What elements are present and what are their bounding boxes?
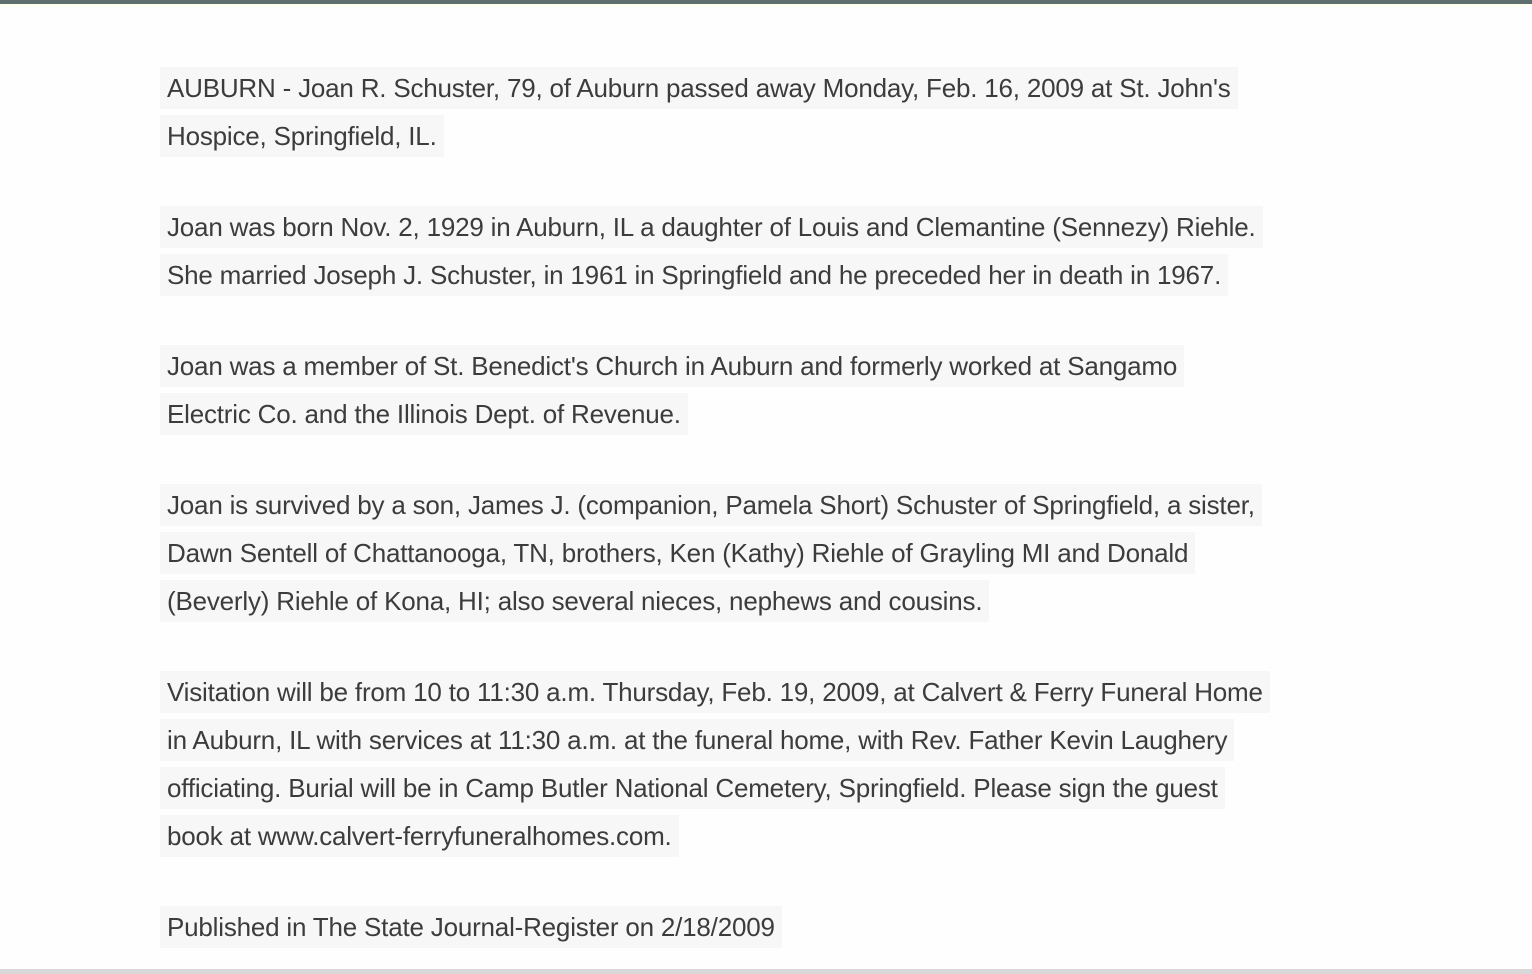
text-line bbox=[160, 203, 1392, 251]
obituary-body bbox=[160, 64, 1392, 974]
published-line: Published in The State Journal-Register on 2/18/2009 bbox=[160, 906, 782, 948]
bottom-border-bar bbox=[0, 969, 1532, 974]
highlighted-text: Dawn Sentell of Chattanooga, TN, brothers, Ken (Kathy) Riehle of Grayling MI and Donald bbox=[160, 532, 1195, 574]
text-line bbox=[160, 64, 1392, 112]
top-accent-line bbox=[0, 4, 1532, 7]
highlighted-text: AUBURN - Joan R. Schuster, 79, of Auburn passed away Monday, Feb. 16, 2009 at St. John's bbox=[160, 67, 1238, 109]
text-line bbox=[160, 716, 1392, 764]
highlighted-text: in Auburn, IL with services at 11:30 a.m. at the funeral home, with Rev. Father Kevin Laughery bbox=[160, 719, 1234, 761]
text-line bbox=[160, 668, 1392, 716]
text-line bbox=[160, 577, 1392, 625]
paragraph bbox=[160, 203, 1392, 299]
highlighted-text: Visitation will be from 10 to 11:30 a.m. Thursday, Feb. 19, 2009, at Calvert & Ferry Funeral Home bbox=[160, 671, 1270, 713]
published-paragraph bbox=[160, 903, 1392, 951]
highlighted-text: She married Joseph J. Schuster, in 1961 in Springfield and he preceded her in death in 1967. bbox=[160, 254, 1228, 296]
paragraph bbox=[160, 64, 1392, 160]
highlighted-text: Joan was a member of St. Benedict's Church in Auburn and formerly worked at Sangamo bbox=[160, 345, 1184, 387]
paragraph bbox=[160, 342, 1392, 438]
text-line bbox=[160, 481, 1392, 529]
text-line bbox=[160, 342, 1392, 390]
highlighted-text: officiating. Burial will be in Camp Butler National Cemetery, Springfield. Please sign the guest bbox=[160, 767, 1225, 809]
published-line-row bbox=[160, 903, 1392, 951]
text-line bbox=[160, 251, 1392, 299]
highlighted-text: Electric Co. and the Illinois Dept. of Revenue. bbox=[160, 393, 688, 435]
text-line bbox=[160, 764, 1392, 812]
highlighted-text: Joan is survived by a son, James J. (companion, Pamela Short) Schuster of Springfield, a sister, bbox=[160, 484, 1262, 526]
highlighted-text: book at www.calvert-ferryfuneralhomes.com. bbox=[160, 815, 679, 857]
text-line bbox=[160, 390, 1392, 438]
highlighted-text: Joan was born Nov. 2, 1929 in Auburn, IL a daughter of Louis and Clemantine (Sennezy) Riehle. bbox=[160, 206, 1263, 248]
highlighted-text: Hospice, Springfield, IL. bbox=[160, 115, 444, 157]
text-line bbox=[160, 112, 1392, 160]
text-line bbox=[160, 812, 1392, 860]
paragraph bbox=[160, 481, 1392, 625]
paragraph bbox=[160, 668, 1392, 860]
text-line bbox=[160, 529, 1392, 577]
highlighted-text: (Beverly) Riehle of Kona, HI; also several nieces, nephews and cousins. bbox=[160, 580, 989, 622]
